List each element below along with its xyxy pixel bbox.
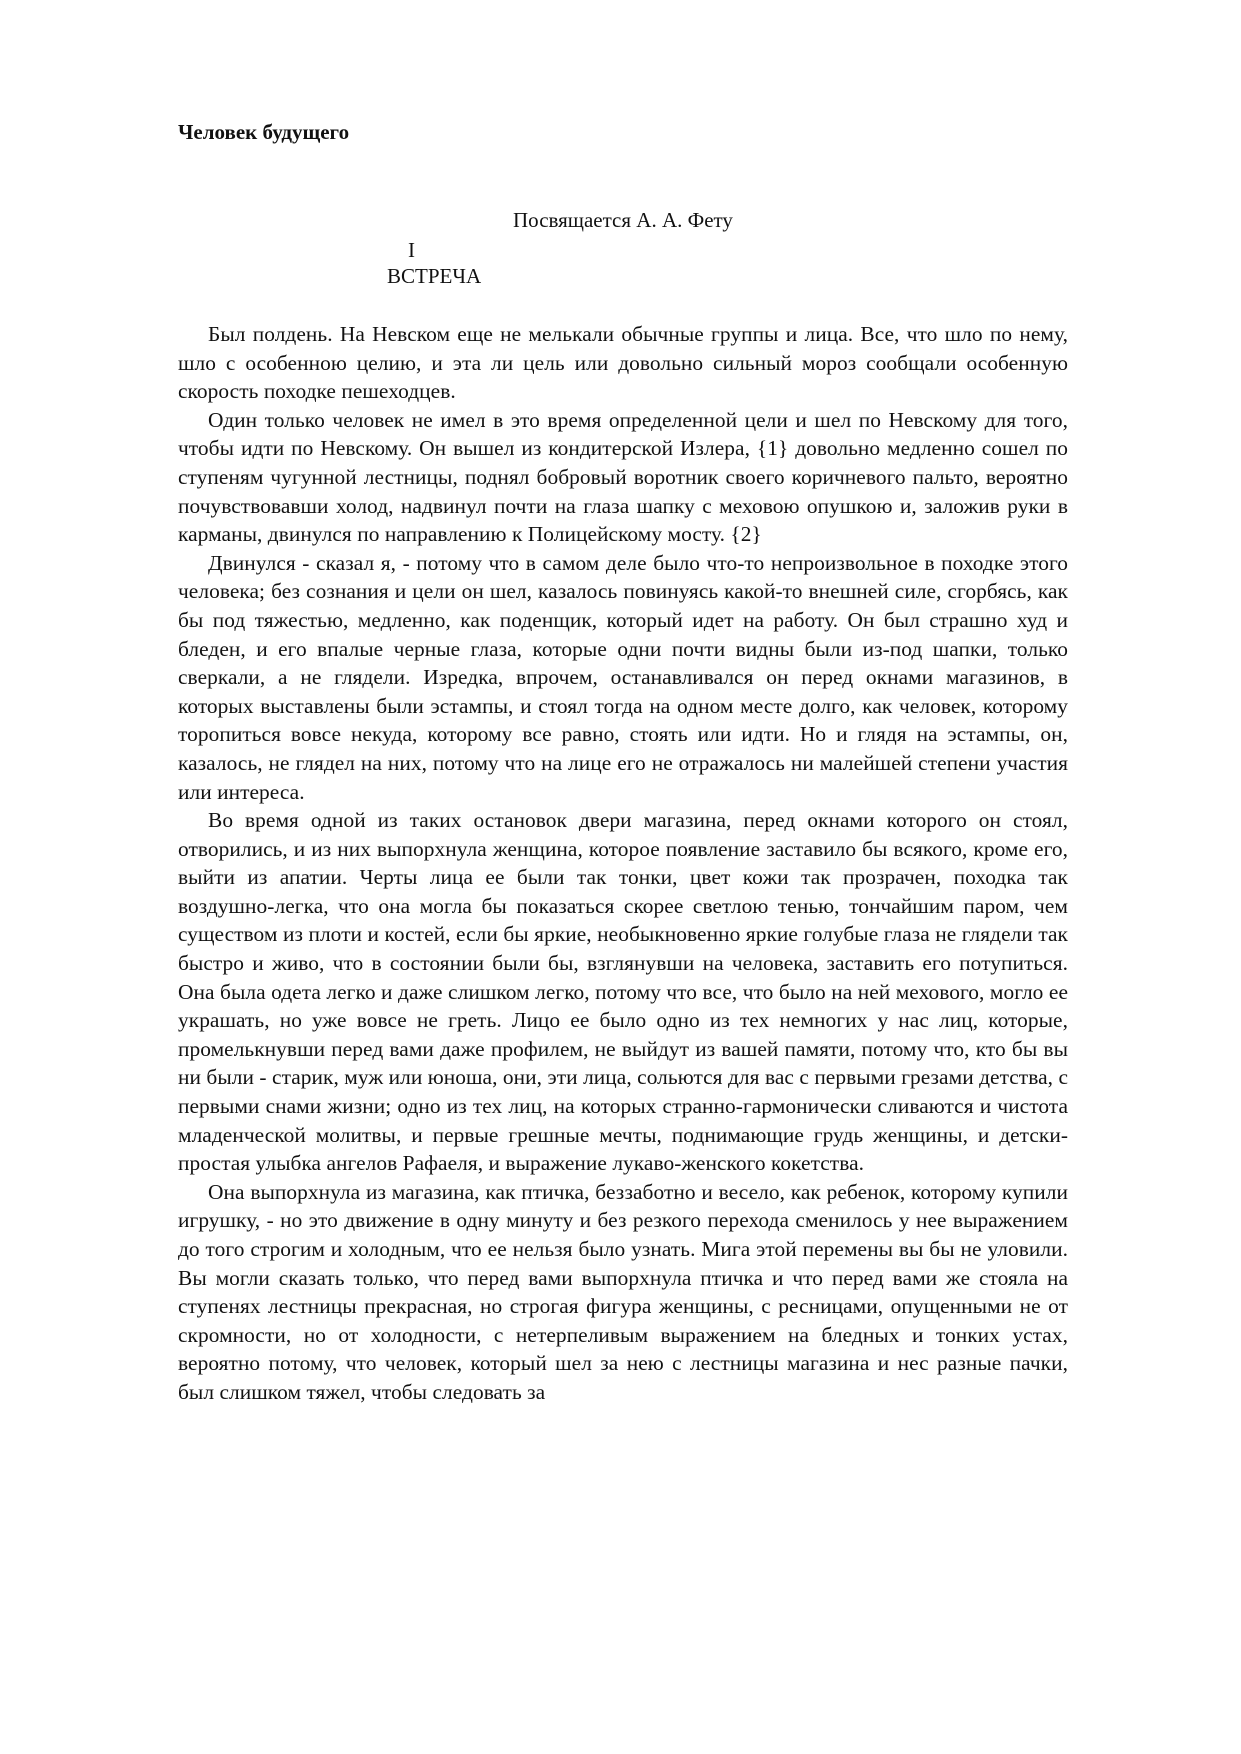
chapter-title: ВСТРЕЧА [387,264,482,288]
paragraph: Один только человек не имел в это время определенной цели и шел по Невскому для того, чтобы идти по Невскому. Он вышел из кондитерской Излера, {1} довольно медленно сошел по ступеням чугунной лестницы, поднял бобровый воротник своего коричневого пальто, вероятно почувствовавши холод, надвинул почти на глаза шапку с меховою опушкою и, заложив руки в карманы, двинулся по направлению к Полицейскому мосту. {2} [178,407,1068,547]
paragraph: Двинулся - сказал я, - потому что в самом деле было что-то непроизвольное в походке этого человека; без сознания и цели он шел, казалось повинуясь какой-то внешней силе, сгорбясь, как бы под тяжестью, медленно, как поденщик, который идет на работу. Он был страшно худ и бледен, и его впалые черные глаза, которые одни почти видны были из-под шапки, только сверкали, а не глядели. Изредка, впрочем, останавливался он перед окнами магазинов, в которых выставлены были эстампы, и стоял тогда на одном месте долго, как человек, которому торопиться вовсе некуда, которому все равно, стоять или идти. Но и глядя на эстампы, он, казалось, не глядел на них, потому что на лице его не отражалось ни малейшей степени участия или интереса. [178,550,1068,804]
paragraph: Во время одной из таких остановок двери магазина, перед окнами которого он стоял, отворились, и из них выпорхнула женщина, которое появление заставило бы всякого, кроме его, выйти из апатии. Черты лица ее были так тонки, цвет кожи так прозрачен, походка так воздушно-легка, что она могла бы показаться скорее светлою тенью, тончайшим паром, чем существом из плоти и костей, если бы яркие, необыкновенно яркие голубые глаза не глядели так быстро и живо, что в состоянии были бы, взглянувши на человека, заставить его потупиться. Она была одета легко и даже слишком легко, потому что все, что было на ней мехового, могло ее украшать, но уже вовсе не греть. Лицо ее было одно из тех немногих у нас лиц, которые, промелькнувши перед вами даже профилем, не выйдут из вашей памяти, потому что, кто бы вы ни были - старик, муж или юноша, они, эти лица, сольются для вас с первыми грезами детства, с первыми снами жизни; одно из тех лиц, на которых странно-гармонически сливаются и чистота младенческой молитвы, и первые грешные мечты, поднимающие грудь женщины, и детски-простая улыбка ангелов Рафаеля, и выражение лукаво-женского кокетства. [178,808,1068,1176]
dedication: Посвящается А. А. Фету [513,208,733,232]
document-title: Человек будущего [178,120,350,144]
body-text [178,320,1068,1407]
chapter-number: I [408,238,415,262]
paragraph: Был полдень. На Невском еще не мелькали обычные группы и лица. Все, что шло по нему, шло с особенною целию, и эта ли цель или довольно сильный мороз сообщали особенную скорость походке пешеходцев. [178,322,1068,404]
paragraph: Она выпорхнула из магазина, как птичка, беззаботно и весело, как ребенок, которому купили игрушку, - но это движение в одну минуту и без резкого перехода сменилось у нее выражением до того строгим и холодным, что ее нельзя было узнать. Мига этой перемены вы бы не уловили. Вы могли сказать только, что перед вами выпорхнула птичка и что перед вами же стояла на ступенях лестницы прекрасная, но строгая фигура женщины, с ресницами, опущенными не от скромности, но от холодности, с нетерпеливым выражением на бледных и тонких устах, вероятно потому, что человек, который шел за нею с лестницы магазина и нес разные пачки, был слишком тяжел, чтобы следовать за [178,1179,1068,1404]
